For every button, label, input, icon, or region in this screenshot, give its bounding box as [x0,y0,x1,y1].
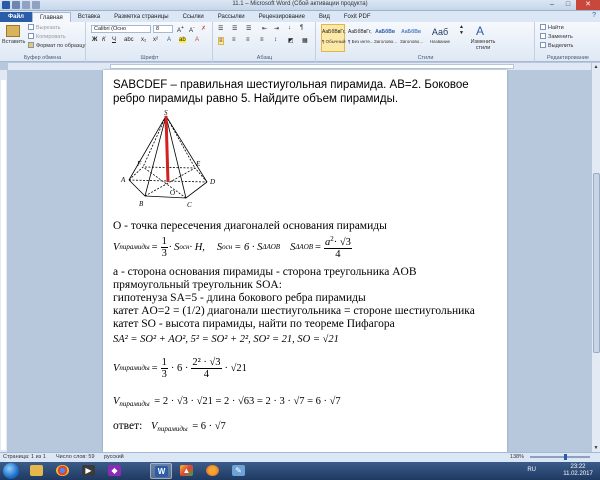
strikethrough-icon[interactable]: abc [124,37,134,43]
answer-line: ответ: $V_{пирамиды} = 6 \cdot √7$ [113,420,226,433]
taskbar-firefox[interactable] [202,463,224,479]
format-painter-button[interactable]: Формат по образцу [28,42,85,49]
group-paragraph [214,22,316,62]
align-left-icon[interactable]: ≡ [219,38,223,44]
group-editing [536,22,600,62]
horizontal-ruler[interactable] [8,63,592,70]
zoom-slider[interactable] [530,456,590,458]
word-icon: W [155,466,168,477]
firefox-icon [206,465,219,476]
problem-text: SABCDEF – правильная шестиугольная пирамида. AB=2. Боковое ребро пирамиды равно 5. Найдите объем пирамиды. [113,79,469,105]
paint-icon: ✎ [232,465,245,476]
ribbon-tabs [0,11,600,22]
pilcrow-icon[interactable]: ¶ [300,25,304,31]
pyramid-figure [113,110,228,215]
label-b: B [139,200,144,208]
group-label: Стили [417,55,434,61]
style-title[interactable]: Ааб Название [429,27,451,44]
font-color-icon[interactable]: A [195,37,200,43]
line-spacing-icon[interactable]: ↕ [274,37,277,43]
change-styles-icon[interactable]: A [475,24,484,38]
bold-button[interactable]: Ж [92,37,98,43]
tab-home[interactable]: Главная [32,12,71,22]
style-heading-1[interactable]: АаБбВв Заголово... [374,29,397,44]
status-words[interactable]: Число слов: 59 [56,454,95,460]
taskbar-media[interactable] [78,463,100,479]
doc-line-5: катет AO=2 = (1/2) диагонали шестиугольника = стороне шестиугольника [113,305,475,317]
label-c: C [187,201,192,209]
paste-button[interactable]: Вставить [2,39,26,45]
tab-layout[interactable]: Разметка страницы [114,14,169,20]
doc-line-2: а - сторона основания пирамиды - сторона треугольника AOB [113,266,417,278]
height-segment [166,116,168,182]
folder-icon [30,465,43,476]
group-font [87,22,213,62]
label-a: A [121,176,126,184]
doc-line-6: катет SO - высота пирамиды, найти по теореме Пифагора [113,318,395,330]
browser-icon [56,465,69,476]
taskbar-chrome[interactable] [52,463,74,479]
multilevel-list-icon[interactable]: ☰ [246,26,252,32]
bullets-icon[interactable]: ☰ [218,26,224,32]
taskbar-paint[interactable] [228,463,250,479]
tab-insert[interactable]: Вставка [77,14,101,20]
subscript-icon[interactable]: x₂ [141,37,147,43]
clock[interactable]: 23:22 11.02.2017 [563,464,593,477]
scroll-thumb[interactable] [593,173,600,353]
taskbar-geometry[interactable] [176,463,198,479]
tab-foxit[interactable]: Foxit PDF [343,14,371,20]
label-e: E [196,160,201,168]
find-button[interactable]: Найти [540,24,564,31]
style-normal[interactable]: АаБбВвГг, ¶ Обычный [321,24,345,52]
taskbar-word[interactable] [150,463,172,479]
font-name-box[interactable]: Calibri (Осно [91,25,151,33]
title-bar [0,0,600,11]
italic-button[interactable]: К [102,37,106,43]
paste-icon[interactable] [6,25,20,37]
tab-references[interactable]: Ссылки [182,14,204,20]
style-heading-2[interactable]: АаБбВв Заголово... [400,29,423,44]
doc-line-3: прямоугольный треугольник SOA: [113,279,282,291]
vertical-ruler[interactable] [0,70,7,452]
media-icon: ▶ [82,465,95,476]
justify-icon[interactable]: ≡ [260,37,264,43]
styles-scroll-icon[interactable]: ▲ ▼ [459,24,464,36]
cut-button[interactable]: Вырезать [28,24,60,31]
cursor-icon [540,42,546,48]
borders-icon[interactable]: ▦ [302,38,308,44]
label-d: D [210,178,216,186]
close-button[interactable]: ✕ [576,0,600,10]
align-right-icon[interactable]: ≡ [246,37,250,43]
label-f: F [137,160,142,168]
formula-pythagoras: SA² = SO² + AO², 5² = SO² + 2², SO² = 21, SO = √21 [113,334,339,345]
label-s: S [164,109,168,117]
geometry-icon: ▲ [180,465,193,476]
replace-button[interactable]: Заменить [540,33,573,40]
formula-volume: V пирамиды = $\frac{1}{3}$ · S осн · H, S осн = 6 · S ΔAOB S ΔAOB = $\frac{a^2\cdot √3}{4}$ [113,235,351,260]
sort-icon[interactable]: ↓ [288,25,291,31]
help-icon[interactable]: ? [592,12,596,19]
app-icon: ◆ [108,465,121,476]
group-label: Редактирование [547,55,589,61]
superscript-icon[interactable]: x² [153,37,158,43]
start-button[interactable] [3,463,19,479]
vertical-scrollbar[interactable] [591,63,600,452]
shrink-font-icon[interactable]: A- [189,25,195,34]
font-size-box[interactable]: 8 [153,25,173,33]
group-label: Шрифт [140,55,159,61]
binoculars-icon [540,24,546,30]
group-clipboard [0,22,86,62]
clear-format-icon[interactable]: ✗ [201,26,207,32]
scissors-icon [28,24,34,30]
zoom-knob[interactable] [564,454,567,460]
group-label: Абзац [256,55,273,61]
doc-line-1: O - точка пересечения диагоналей основания пирамиды [113,220,387,232]
tab-file[interactable]: Файл [0,12,32,22]
align-center-icon[interactable]: ≡ [232,37,236,43]
maximize-button[interactable]: □ [565,1,571,8]
status-lang[interactable]: русский [104,454,124,460]
tab-review[interactable]: Рецензирование [258,14,305,20]
group-label: Буфер обмена [23,55,62,61]
select-button[interactable]: Выделить [540,42,573,49]
window-title: 11.1 – Microsoft Word (Сбой активации продукта) [232,1,368,7]
style-no-spacing[interactable]: АаБбВвГг, ¶ Без инте... [348,29,374,44]
taskbar [0,462,600,480]
formula-volume-result: $V_{пирамиды} = 2 \cdot √3 \cdot √21 = 2 \cdot √63 = 2 \cdot 3 \cdot √7 = 6 \cdot √7$ [113,396,341,408]
decrease-indent-icon[interactable]: ⇤ [262,26,268,32]
increase-indent-icon[interactable]: ⇥ [274,26,280,32]
change-styles-button[interactable]: Изменить стили [470,39,496,51]
brush-icon [28,42,34,48]
formula-volume-calc: V пирамиды = $\frac{1}{3}$ · 6 · $\frac{\text{2² · √3}}{4}$ · √21 [113,356,247,380]
zoom-level[interactable]: 138% [509,454,524,460]
language-indicator[interactable]: RU [527,467,536,473]
tab-view[interactable]: Вид [318,14,330,20]
underline-button[interactable]: Ч [112,37,116,43]
ribbon [0,22,600,62]
shading-icon[interactable]: ◩ [288,38,294,44]
grow-font-icon[interactable]: A+ [177,25,184,34]
copy-icon [28,33,34,39]
taskbar-app[interactable] [104,463,126,479]
text-effects-icon[interactable]: A [167,37,172,43]
document-page[interactable] [103,70,507,452]
copy-button[interactable]: Копировать [28,33,66,40]
taskbar-explorer[interactable] [26,463,48,479]
numbering-icon[interactable]: ☰ [232,26,238,32]
scroll-up-icon[interactable]: ▲ [593,64,599,70]
doc-line-4: гипотенуза SA=5 - длина бокового ребра пирамиды [113,292,366,304]
highlight-icon[interactable]: ab [179,37,186,43]
status-bar [0,452,600,462]
replace-icon [540,33,546,39]
minimize-button[interactable]: – [550,1,554,8]
group-styles [317,22,535,62]
tab-mailings[interactable]: Рассылки [217,14,245,20]
label-o: O [170,189,176,197]
scroll-down-icon[interactable]: ▼ [593,445,599,451]
status-page[interactable]: Страница: 1 из 1 [3,454,46,460]
